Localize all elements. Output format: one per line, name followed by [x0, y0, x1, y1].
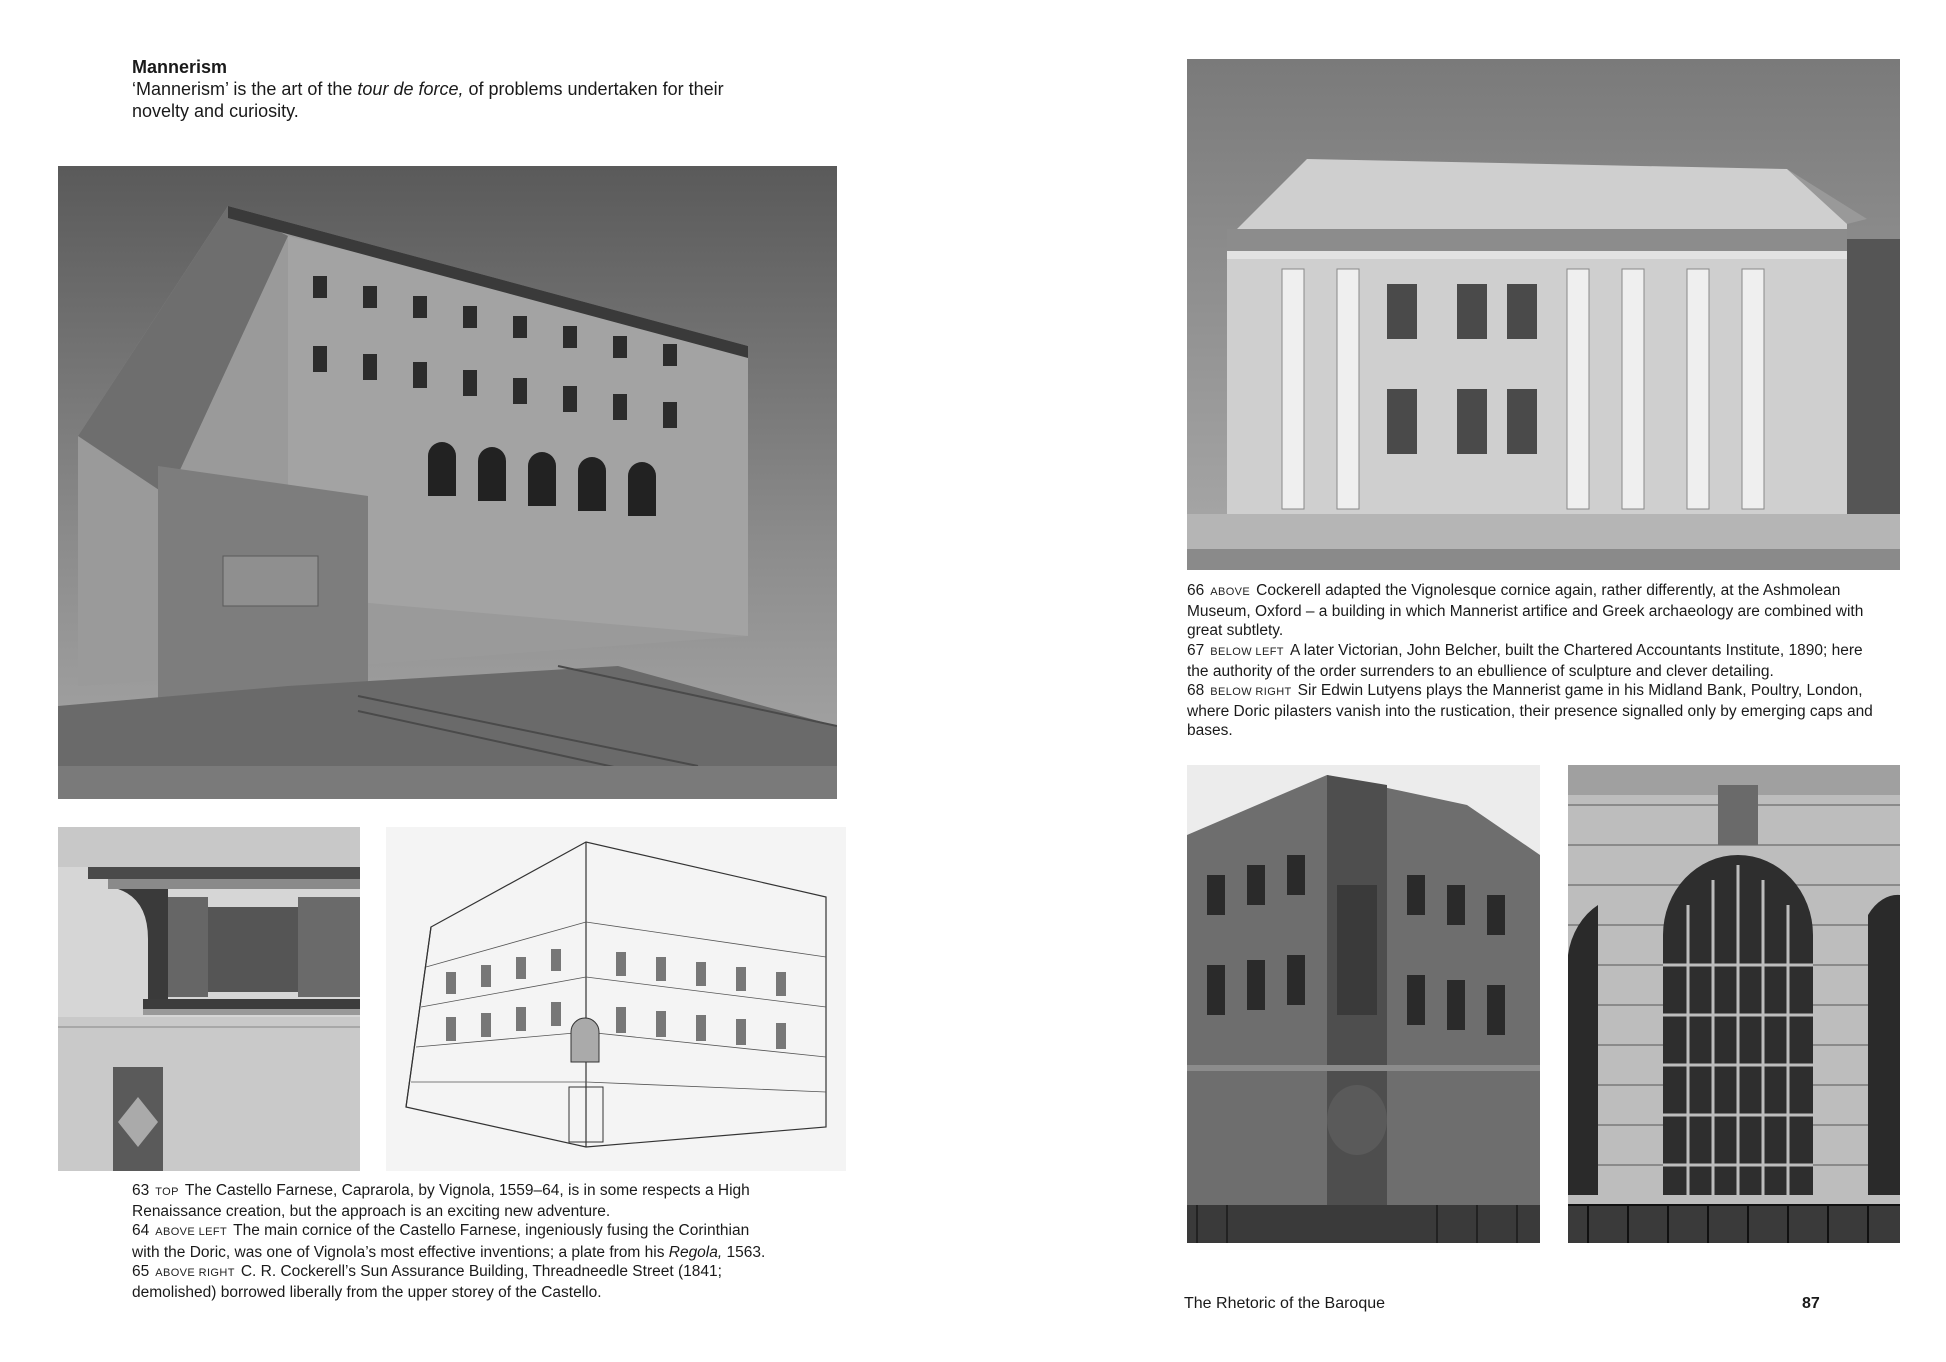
intro-emphasis: tour de force, [357, 79, 464, 99]
caption-position: ABOVE [1210, 586, 1251, 598]
caption-68 [1187, 681, 1887, 741]
photo-midland-bank [1568, 765, 1900, 1243]
page-number: 87 [1802, 1295, 1820, 1312]
running-title: The Rhetoric of the Baroque [1184, 1295, 1386, 1312]
caption-text-end: 1563. [722, 1243, 766, 1261]
intro-text-end: of problems undertaken for their novelty and curiosity. [132, 79, 724, 121]
caption-emphasis: Regola, [668, 1243, 723, 1261]
caption-text: The main cornice of the Castello Farnese, ingeniously fusing the Corinthian with the Doric, was one of Vignola’s most effective inventions; a plate from his [132, 1222, 750, 1261]
caption-number: 65 [132, 1262, 150, 1280]
intro-text: ‘Mannerism’ is the art of the [132, 79, 358, 99]
caption-number: 68 [1187, 682, 1205, 700]
caption-text: C. R. Cockerell’s Sun Assurance Building, Threadneedle Street (1841; demolished) borrowed liberally from the upper storey of the Castello. [132, 1262, 722, 1302]
caption-position: BELOW LEFT [1210, 645, 1284, 658]
caption-text: A later Victorian, John Belcher, built the Chartered Accountants Institute, 1890; here the authority of the order surrenders to an ebullience of sculpture and clever detailing. [1187, 641, 1863, 680]
photo-castello-farnese [58, 166, 837, 799]
section-title: Mannerism [132, 57, 228, 77]
photo-sun-assurance-drawing [386, 827, 846, 1171]
left-captions [132, 1181, 768, 1302]
section-intro [132, 78, 732, 122]
caption-position: BELOW RIGHT [1210, 686, 1292, 699]
photo-ashmolean-museum [1187, 59, 1900, 570]
caption-number: 66 [1187, 582, 1205, 599]
caption-63 [132, 1181, 768, 1221]
right-captions [1187, 581, 1887, 741]
caption-number: 67 [1187, 641, 1205, 659]
caption-number: 63 [132, 1182, 150, 1199]
caption-text: Sir Edwin Lutyens plays the Mannerist game in his Midland Bank, Poultry, London, where Doric pilasters vanish into the rustication, their presence signalled only by emerging caps and bases. [1187, 682, 1873, 740]
caption-position: TOP [155, 1186, 179, 1198]
caption-67 [1187, 641, 1887, 681]
photo-cornice-plate [58, 827, 360, 1171]
caption-position: ABOVE LEFT [155, 1226, 228, 1239]
caption-64 [132, 1221, 768, 1261]
caption-text: The Castello Farnese, Caprarola, by Vignola, 1559–64, is in some respects a High Renaissance creation, but the approach is an exciting new adventure. [132, 1182, 750, 1221]
section-heading [132, 56, 732, 122]
caption-position: ABOVE RIGHT [155, 1266, 235, 1279]
caption-66 [1187, 581, 1887, 641]
caption-number: 64 [132, 1222, 150, 1240]
caption-text: Cockerell adapted the Vignolesque cornice again, rather differently, at the Ashmolean Museum, Oxford – a building in which Mannerist artifice and Greek archaeology are combined with great subtlety. [1187, 582, 1864, 640]
caption-65 [132, 1262, 768, 1302]
photo-chartered-accountants [1187, 765, 1540, 1243]
right-page [973, 0, 1946, 1362]
